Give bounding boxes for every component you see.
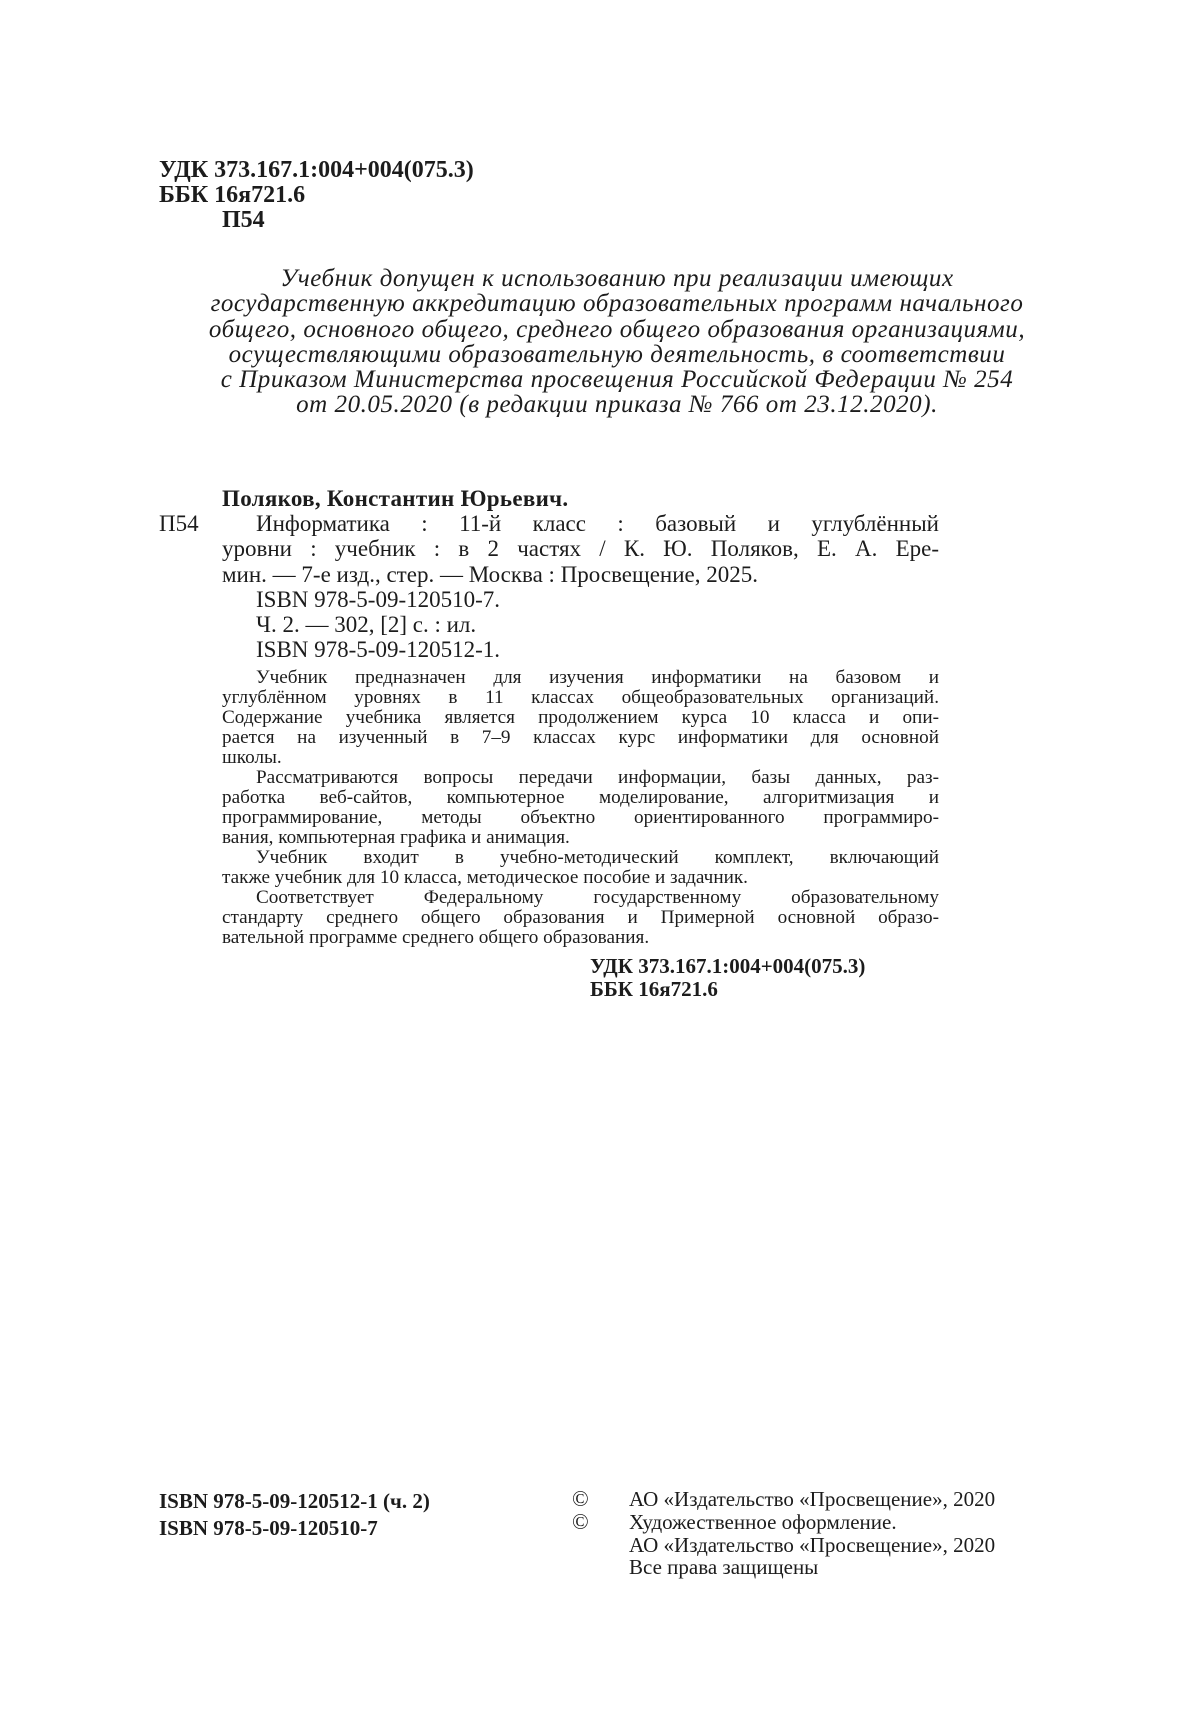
copyright-text: АО «Издательство «Просвещение», 2020 [629,1487,996,1511]
annotation-line: вательной программе среднего общего образования. [222,927,650,948]
catalog-line: Ч. 2. — 302, [2] с. : ил. [256,612,477,638]
annotation-line: стандарту среднего общего образования и Примерной основной образо- [222,907,939,928]
approval-line: Учебник допущен к использованию при реализации имеющих [280,265,954,292]
isbn-set: ISBN 978-5-09-120510-7 [159,1516,378,1540]
catalog-line: мин. — 7-е изд., стер. — Москва : Просвещение, 2025. [222,561,758,587]
udk-code-footer: УДК 373.167.1:004+004(075.3) [590,954,866,978]
author-cipher: П54 [222,207,265,233]
annotation-line: программирование, методы объектно ориентированного программиро- [222,807,939,828]
annotation-line: Содержание учебника является продолжением курса 10 класса и опи- [222,707,939,728]
catalog-line: ISBN 978-5-09-120512-1. [256,637,501,663]
bbk-code: ББК 16я721.6 [159,182,306,208]
approval-notice [0,266,1200,418]
annotation-line: также учебник для 10 класса, методическое пособие и задачник. [222,867,748,888]
annotation-line: рается на изученный в 7–9 классах курс информатики для основной [222,727,939,748]
udk-header [159,158,474,233]
copyright-text: АО «Издательство «Просвещение», 2020 [629,1532,996,1557]
approval-line: государственную аккредитацию образовательных программ начального [210,290,1024,318]
catalog-entry [222,511,939,663]
catalog-author: Поляков, Константин Юрьевич. [222,486,569,511]
copyright-icon: © [572,1486,589,1511]
annotation-line: Соответствует Федеральному государственному образовательному [256,887,939,908]
copyright-icon [572,1534,629,1557]
approval-line: с Приказом Министерства просвещения Российской Федерации № 254 [220,366,1014,394]
approval-line: общего, основного общего, среднего общего образования организациями, [208,315,1026,343]
catalog-line: ISBN 978-5-09-120510-7. [256,586,501,612]
copyright-row [572,1488,995,1511]
annotation-line: Учебник предназначен для изучения информатики на базовом и [256,667,939,688]
isbn-part-2: ISBN 978-5-09-120512-1 (ч. 2) [159,1489,430,1513]
annotation-line: вания, компьютерная графика и анимация. [222,827,570,848]
annotation-line: Учебник входит в учебно-методический комплект, включающий [256,847,939,868]
catalog-cipher: П54 [159,511,199,536]
udk-footer [590,955,865,1001]
annotation-line: работка веб-сайтов, компьютерное моделирование, алгоритмизация и [222,787,939,808]
copyright-text: Все права защищены [629,1555,819,1580]
catalog-line: уровни : учебник : в 2 частях / К. Ю. Поляков, Е. А. Ере- [222,536,939,562]
udk-code: УДК 373.167.1:004+004(075.3) [159,157,474,183]
approval-line: осуществляющими образовательную деятельность, в соответствии [228,340,1006,368]
copyright-icon: © [572,1508,589,1534]
annotation-line: школы. [222,747,282,768]
isbn-block [159,1488,430,1542]
copyright-text: Художественное оформление. [629,1509,897,1534]
copyright-icon [572,1556,629,1579]
copyright-row [572,1508,995,1534]
annotation-line: углублённом уровнях в 11 классах общеобразовательных организаций. [222,687,939,708]
annotation-line: Рассматриваются вопросы передачи информации, базы данных, раз- [256,767,939,788]
annotation [222,668,939,948]
catalog-line: Информатика : 11-й класс : базовый и углублённый [256,511,939,536]
copyright-block [572,1488,995,1579]
bbk-code-footer: ББК 16я721.6 [590,977,718,1001]
copyright-row [572,1556,995,1579]
copyright-row [572,1534,995,1557]
approval-line: от 20.05.2020 (в редакции приказа № 766 от 23.12.2020). [296,391,938,419]
